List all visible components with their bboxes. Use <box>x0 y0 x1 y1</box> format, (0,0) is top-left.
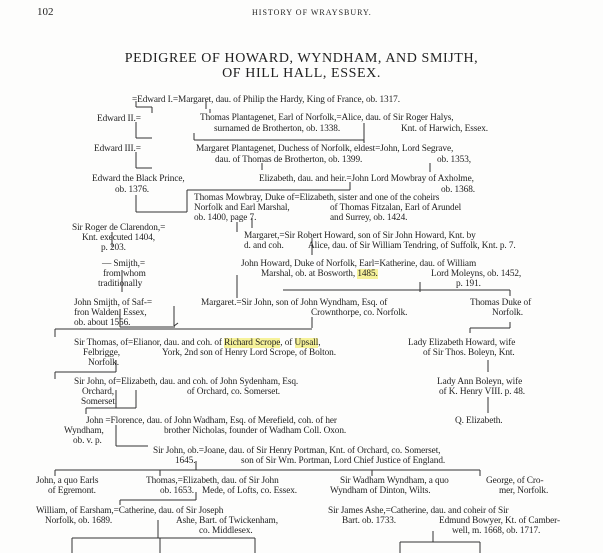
highlight-1485: 1485. <box>357 269 378 279</box>
entry-black-prince: Edward the Black Prince, <box>92 174 185 184</box>
entry-katherine-moleyns-2: Lord Moleyns, ob. 1452, <box>431 269 522 279</box>
entry-john-wyndham-3: ob. v. p. <box>73 436 102 446</box>
entry-john-egremont: John, a quo Earls <box>36 476 99 486</box>
entry-sir-john-1645-2: 1645. <box>175 456 196 466</box>
entry-sir-james-ashe-2: Bart. ob. 1733. <box>342 516 397 526</box>
entry-sir-wadham-wyndham-2: Wyndham of Dinton, Wilts. <box>330 486 431 496</box>
entry-john-howard-2 <box>261 269 378 280</box>
entry-lady-elizabeth-howard: Lady Elizabeth Howard, wife <box>408 338 516 348</box>
entry-margaret-wyndham-2: Crownthorpe, co. Norfolk. <box>311 308 408 318</box>
entry-edward-i: =Edward I.=Margaret, dau. of Philip the Hardy, King of France, ob. 1317. <box>132 95 400 105</box>
entry-thomas-duke-2: Norfolk. <box>492 308 523 318</box>
entry-roger-clarendon-3: p. 203. <box>101 243 126 253</box>
entry-john-wyndham-2: Wyndham, <box>64 426 104 436</box>
entry-sir-john-1645: Sir John, ob.=Joane, dau. of Sir Henry Portman, Knt. of Orchard, co. Somerset, <box>153 446 441 456</box>
running-head: HISTORY OF WRAYSBURY. <box>252 8 372 17</box>
entry-elizabeth-fitzalan-3: and Surrey, ob. 1424. <box>330 213 408 223</box>
entry-queen-elizabeth: Q. Elizabeth. <box>455 416 503 426</box>
entry-catherine-bowyer-3: well, m. 1668, ob. 1717. <box>452 526 541 536</box>
entry-lady-elizabeth-howard-2: of Sir Thos. Boleyn, Knt. <box>423 348 515 358</box>
entry-thomas-plantagenet-2: surnamed de Brotherton, ob. 1338. <box>214 124 341 134</box>
entry-thomas-mowbray: Thomas Mowbray, Duke of=Elizabeth, sister and one of the coheirs <box>194 193 440 203</box>
entry-elizabeth-mede-2: Mede, of Lofts, co. Essex. <box>202 486 297 496</box>
entry-john-egremont-2: of Egremont. <box>48 486 96 496</box>
entry-smijth-3: traditionally <box>98 279 143 289</box>
entry-elizabeth-sydenham-2: of Orchard, co. Somerset. <box>187 387 281 397</box>
entry-sir-wadham-wyndham: Sir Wadham Wyndham, a quo <box>340 476 449 486</box>
entry-sir-james-ashe: Sir James Ashe,=Catherine, dau. and coheir of Sir <box>328 506 509 516</box>
entry-margaret-plantagenet: Margaret Plantagenet, Duchess of Norfolk, eldest=John, Lord Segrave, <box>196 144 454 154</box>
entry-roger-clarendon-2: Knt. executed 1404, <box>82 233 155 243</box>
entry-sir-thomas-elianor-of: , of <box>280 338 293 348</box>
entry-william-earsham-2: Norfolk, ob. 1689. <box>45 516 113 526</box>
highlight-richard-scrope: Richard Scrope <box>224 338 281 348</box>
entry-sir-thomas-3: Norfolk. <box>88 358 119 368</box>
entry-thomas-1653-2: ob. 1653. <box>160 486 194 496</box>
entry-alice-halys-2: Knt. of Harwich, Essex. <box>401 124 489 134</box>
entry-sir-john-orchard: Sir John, of=Elizabeth, dau. and coh. of John Sydenham, Esq. <box>74 377 299 387</box>
entry-john-smijth: John Smijth, of Saf-= <box>74 298 153 308</box>
entry-john-segrave-2: ob. 1353, <box>437 155 471 165</box>
entry-edward-ii: Edward II.= <box>97 114 141 124</box>
entry-margaret-wyndham: Margaret.=Sir John, son of John Wyndham, Esq. of <box>201 298 388 308</box>
entry-john-smijth-3: ob. about 1556. <box>74 318 131 328</box>
entry-lady-ann-boleyn: Lady Ann Boleyn, wife <box>437 377 523 387</box>
entry-thomas-mowbray-3: ob. 1400, page 7. <box>194 213 257 223</box>
entry-margaret-plantagenet-2: dau. of Thomas de Brotherton, ob. 1399. <box>215 155 363 165</box>
entry-sir-john-orchard-3: Somerset. <box>81 397 118 407</box>
entry-black-prince-2: ob. 1376. <box>115 185 149 195</box>
entry-george-cromer: George, of Cro- <box>486 476 544 486</box>
entry-elianor-2: York, 2nd son of Henry Lord Scrope, of Bolton. <box>162 348 336 358</box>
entry-catherine-ashe-3: co. Middlesex. <box>199 526 253 536</box>
entry-florence-wadham-2: brother Nicholas, founder of Wadham Coll. Oxon. <box>164 426 347 436</box>
entry-smijth-2: from whom <box>103 269 146 279</box>
entry-thomas-plantagenet: Thomas Plantagenet, Earl of Norfolk,=Alice, dau. of Sir Roger Halys, <box>200 113 454 123</box>
entry-edward-iii: Edward III.= <box>94 144 141 154</box>
entry-sir-thomas-elianor-text: Sir Thomas, of=Elianor, dau. and coh. of <box>74 338 222 348</box>
entry-robert-howard-2: Alice, dau. of Sir William Tendring, of Suffolk, Knt. p. 7. <box>308 241 516 251</box>
entry-john-smijth-2: fron Walden, Essex, <box>74 308 147 318</box>
entry-sir-thomas-elianor <box>74 338 320 349</box>
entry-katherine-moleyns-3: p. 191. <box>456 279 481 289</box>
highlight-upsall: Upsall <box>294 338 319 348</box>
entry-sir-thomas-2: Felbrigge, <box>83 348 120 358</box>
entry-sir-john-orchard-2: Orchard, <box>82 387 114 397</box>
entry-mowbray-2: ob. 1368. <box>441 185 475 195</box>
entry-elizabeth-segrave: Elizabeth, dau. and heir.=John Lord Mowbray of Axholme, <box>259 174 474 184</box>
entry-thomas-mowbray-2: Norfolk and Earl Marshal, <box>194 203 290 213</box>
entry-thomas-duke: Thomas Duke of <box>470 298 532 308</box>
entry-margaret-howard: Margaret,=Sir Robert Howard, son of Sir John Howard, Knt. by <box>244 231 476 241</box>
page-number: 102 <box>37 6 54 18</box>
entry-joane-portman-2: son of Sir Wm. Portman, Lord Chief Justice of England. <box>241 456 446 466</box>
entry-john-howard: John Howard, Duke of Norfolk, Earl=Katherine, dau. of William <box>241 259 477 269</box>
entry-william-earsham: William, of Earsham,=Catherine, dau. of Sir Joseph <box>36 506 224 516</box>
entry-roger-clarendon: Sir Roger de Clarendon,= <box>72 223 166 233</box>
entry-thomas-1653: Thomas,=Elizabeth, dau. of Sir John <box>146 476 279 486</box>
entry-john-howard-2-text: Marshal, ob. at Bosworth, <box>261 269 356 279</box>
entry-smijth: — Smijth,= <box>102 259 145 269</box>
entry-catherine-ashe-2: Ashe, Bart. of Twickenham, <box>176 516 278 526</box>
pedigree-subtitle: OF HILL HALL, ESSEX. <box>222 66 381 81</box>
entry-george-cromer-2: mer, Norfolk. <box>499 486 549 496</box>
entry-john-wyndham: John =Florence, dau. of John Wadham, Esq. of Merefield, coh. of her <box>86 416 337 426</box>
entry-sir-thomas-elianor-comma: , <box>318 338 321 348</box>
entry-catherine-bowyer-2: Edmund Bowyer, Kt. of Camber- <box>439 516 560 526</box>
pedigree-title: PEDIGREE OF HOWARD, WYNDHAM, AND SMIJTH, <box>124 51 479 66</box>
entry-lady-ann-boleyn-2: of K. Henry VIII. p. 48. <box>439 387 525 397</box>
entry-margaret-howard-2: d. and coh. <box>244 241 284 251</box>
entry-elizabeth-fitzalan-2: of Thomas Fitzalan, Earl of Arundel <box>330 203 462 213</box>
